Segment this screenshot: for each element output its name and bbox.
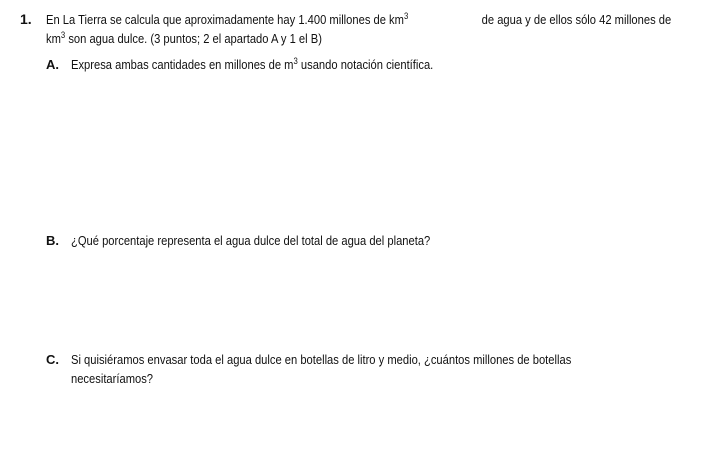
part-b-letter: B. [46, 233, 59, 248]
superscript-3: 3 [293, 56, 298, 66]
statement-text-1b: de agua y de ellos sólo 42 millones de [478, 12, 672, 27]
question-statement-line-2 [46, 29, 584, 48]
part-a-text-before: Expresa ambas cantidades en millones de m [71, 57, 294, 72]
statement-text-1a: En La Tierra se calcula que aproximadamente hay 1.400 millones de $km^3$ [46, 11, 409, 27]
part-b-text: ¿Qué porcentaje representa el agua dulce del total de agua del planeta? [71, 233, 431, 248]
statement-text-2b: son agua dulce. (3 puntos; 2 el apartado A y 1 el B) [65, 31, 322, 46]
part-c-line-1: Si quisiéramos envasar toda el agua dulce en botellas de litro y medio, ¿cuántos millones de botellas [71, 352, 572, 367]
part-a-text [71, 55, 433, 74]
statement-text-2a: km [46, 31, 61, 46]
question-statement-line-1 [46, 10, 671, 29]
part-c-line-2: necesitaríamos? [71, 371, 154, 386]
superscript-3: 3 [60, 30, 66, 40]
question-statement [46, 10, 672, 48]
question-number: 1. [20, 11, 32, 27]
part-a-letter: A. [46, 57, 59, 72]
part-a-text-after: usando notación científica. [297, 57, 434, 72]
part-c-text [71, 350, 571, 388]
superscript-3: 3 [403, 11, 409, 21]
part-c-letter: C. [46, 352, 59, 367]
